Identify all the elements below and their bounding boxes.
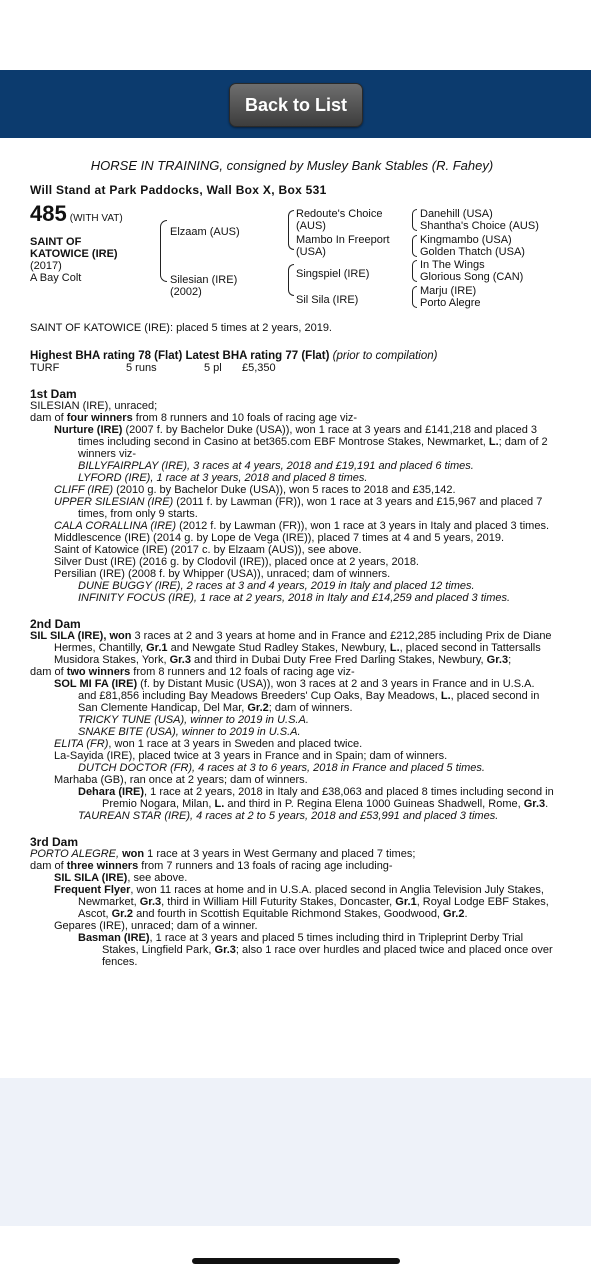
home-indicator[interactable] xyxy=(192,1258,400,1264)
dam-sire: Singspiel (IRE) xyxy=(296,268,370,280)
dam-produce-line: dam of two winners from 8 runners and 12 foals of racing age viz- xyxy=(30,666,355,678)
pedigree-brace xyxy=(412,260,417,282)
produce-marhaba: Marhaba (GB), ran once at 2 years; dam of winners. xyxy=(54,774,308,786)
produce-persilian: Persilian (IRE) (2008 f. by Whipper (USA)), unraced; dam of winners. xyxy=(54,568,391,580)
dam-dam-sire: Marju (IRE) xyxy=(420,285,477,297)
dam-sire-sire: In The Wings xyxy=(420,259,485,271)
first-dam-heading: 1st Dam xyxy=(30,387,77,401)
catalogue-page xyxy=(30,160,554,968)
produce-dune-buggy: DUNE BUGGY (IRE), 2 races at 3 and 4 years, 2019 in Italy and placed 12 times. xyxy=(78,580,475,592)
produce-basman: Basman (IRE), 1 race at 3 years and placed 5 times including third in Tripleprint Derby Trial Stakes, Lingfield Park, Gr.3; also 1 race over hurdles and placed twice and placed once over fences. xyxy=(78,932,553,968)
turf-record: TURF 5 runs 5 pl £5,350 xyxy=(30,362,276,374)
vat-note: (WITH VAT) xyxy=(69,213,123,224)
dam-year: (2002) xyxy=(170,286,202,298)
produce-elita: ELITA (FR), won 1 race at 3 years in Sweden and placed twice. xyxy=(54,738,363,750)
consignor-line: HORSE IN TRAINING, consigned by Musley Bank Stables (R. Fahey) xyxy=(90,158,494,173)
horse-name: SAINT OF KATOWICE (IRE) xyxy=(30,236,118,260)
sire-dam-sire: Kingmambo (USA) xyxy=(420,234,512,246)
third-dam-heading: 3rd Dam xyxy=(30,835,79,849)
produce-taurean-star: TAUREAN STAR (IRE), 4 races at 2 to 5 years, 2018 and £53,991 and placed 3 times. xyxy=(78,810,499,822)
produce-gepares: Gepares (IRE), unraced; dam of a winner. xyxy=(54,920,258,932)
sire: Elzaam (AUS) xyxy=(170,226,240,238)
dam: Silesian (IRE) xyxy=(170,274,238,286)
produce-sil-sila: SIL SILA (IRE), see above. xyxy=(54,872,188,884)
footer-band xyxy=(0,1078,591,1226)
pedigree-brace xyxy=(412,235,417,257)
pedigree-brace xyxy=(160,220,167,282)
second-dam-heading: 2nd Dam xyxy=(30,617,81,631)
produce-la-sayida: La-Sayida (IRE), placed twice at 3 years in France and in Spain; dam of winners. xyxy=(54,750,448,762)
produce-billyfairplay: BILLYFAIRPLAY (IRE), 3 races at 4 years, 2018 and £19,191 and placed 6 times. xyxy=(78,460,474,472)
dam-dam: Sil Sila (IRE) xyxy=(296,294,359,306)
race-summary: SAINT OF KATOWICE (IRE): placed 5 times at 2 years, 2019. xyxy=(30,322,332,334)
produce-sol-mi-fa: SOL MI FA (IRE) (f. by Distant Music (USA)), won 3 races at 2 and 3 years in France and in U.S.A. and £81,856 including Bay Meadows Breeders' Cup Oaks, Bay Meadows, L., placed second in San Clemente Handicap, Del Mar, Gr.2; dam of winners. xyxy=(54,678,540,714)
produce-dutch-doctor: DUTCH DOCTOR (FR), 4 races at 3 to 6 years, 2018 in France and placed 5 times. xyxy=(78,762,485,774)
dam-sire-dam: Glorious Song (CAN) xyxy=(420,271,524,283)
produce-dehara: Dehara (IRE), 1 race at 2 years, 2018 in Italy and £38,063 and placed 8 times including second in Premio Nogara, Milan, L. and third in P. Regina Elena 1000 Guineas Shadwell, Rome, Gr.3. xyxy=(78,786,554,810)
produce-lyford: LYFORD (IRE), 1 race at 3 years, 2018 and placed 8 times. xyxy=(78,472,368,484)
dam-produce-line: dam of three winners from 7 runners and 13 foals of racing age including- xyxy=(30,860,393,872)
produce-infinity-focus: INFINITY FOCUS (IRE), 1 race at 2 years, 2018 in Italy and £14,259 and placed 3 times. xyxy=(78,592,511,604)
lot-header xyxy=(30,201,123,226)
back-to-list-button[interactable]: Back to List xyxy=(229,83,363,127)
sire-sire-dam: Shantha's Choice (AUS) xyxy=(420,220,539,232)
produce-tricky-tune: TRICKY TUNE (USA), winner to 2019 in U.S.A. xyxy=(78,714,309,726)
pedigree-brace xyxy=(412,209,417,231)
pedigree-brace xyxy=(412,286,417,308)
pedigree-brace xyxy=(288,264,294,296)
dam-dam-dam: Porto Alegre xyxy=(420,297,481,309)
produce-snake-bite: SNAKE BITE (USA), winner to 2019 in U.S.A. xyxy=(78,726,301,738)
sire-sire-sire: Danehill (USA) xyxy=(420,208,493,220)
produce-upper-silesian: UPPER SILESIAN (IRE) (2011 f. by Lawman (FR)), won 1 race at 3 years and £15,967 and placed 7 times, from only 9 starts. xyxy=(54,496,543,520)
sire-dam: Mambo In Freeport (USA) xyxy=(296,234,390,258)
sire-sire: Redoute's Choice (AUS) xyxy=(296,208,383,232)
dam-produce-line: dam of four winners from 8 runners and 10 foals of racing age viz- xyxy=(30,412,358,424)
produce-frequent-flyer: Frequent Flyer, won 11 races at home and in U.S.A. placed second in Anglia Television July Stakes, Newmarket, Gr.3, third in William Hill Futurity Stakes, Doncaster, Gr.1, Royal Lodge EBF Stakes, Ascot, Gr.2 and fourth in Scottish Equitable Richmond Stakes, Goodwood, Gr.2. xyxy=(54,884,549,920)
bha-rating: Highest BHA rating 78 (Flat) Latest BHA rating 77 (Flat) (prior to compilation) xyxy=(30,350,438,362)
produce-cala-corallina: CALA CORALLINA (IRE) (2012 f. by Lawman (FR)), won 1 race at 3 years in Italy and placed 3 times. xyxy=(54,520,550,532)
stand-location: Will Stand at Park Paddocks, Wall Box X, Box 531 xyxy=(30,183,327,197)
produce-middlescence: Middlescence (IRE) (2014 g. by Lope de Vega (IRE)), placed 7 times at 4 and 5 years, 2019. xyxy=(54,532,505,544)
produce-nurture: Nurture (IRE) (2007 f. by Bachelor Duke (USA)), won 1 race at 3 years and £141,218 and placed 3 times including second in Casino at bet365.com EBF Montrose Stakes, Newmarket, L.; dam of 2 winners viz- xyxy=(54,424,548,460)
third-dam-record: PORTO ALEGRE, won 1 race at 3 years in West Germany and placed 7 times; xyxy=(30,848,416,860)
pedigree-brace xyxy=(288,210,294,250)
horse-description: A Bay Colt xyxy=(30,272,82,284)
sire-dam-dam: Golden Thatch (USA) xyxy=(420,246,525,258)
pedigree-block xyxy=(30,201,554,312)
dam-line: SILESIAN (IRE), unraced; xyxy=(30,400,158,412)
produce-saint-of-katowice: Saint of Katowice (IRE) (2017 c. by Elzaam (AUS)), see above. xyxy=(54,544,362,556)
produce-cliff: CLIFF (IRE) (2010 g. by Bachelor Duke (USA)), won 5 races to 2018 and £35,142. xyxy=(54,484,456,496)
second-dam-record: SIL SILA (IRE), won 3 races at 2 and 3 years at home and in France and £212,285 including Prix de Diane Hermes, Chantilly, Gr.1 and Newgate Stud Radley Stakes, Newbury, L., placed second in Tattersalls Musidora Stakes, York, Gr.3 and third in Dubai Duty Free Fred Darling Stakes, Newbury, Gr.3; xyxy=(30,630,552,666)
horse-year: (2017) xyxy=(30,260,62,272)
lot-number: 485 xyxy=(30,201,67,226)
produce-silver-dust: Silver Dust (IRE) (2016 g. by Clodovil (IRE)), placed once at 2 years, 2018. xyxy=(54,556,419,568)
